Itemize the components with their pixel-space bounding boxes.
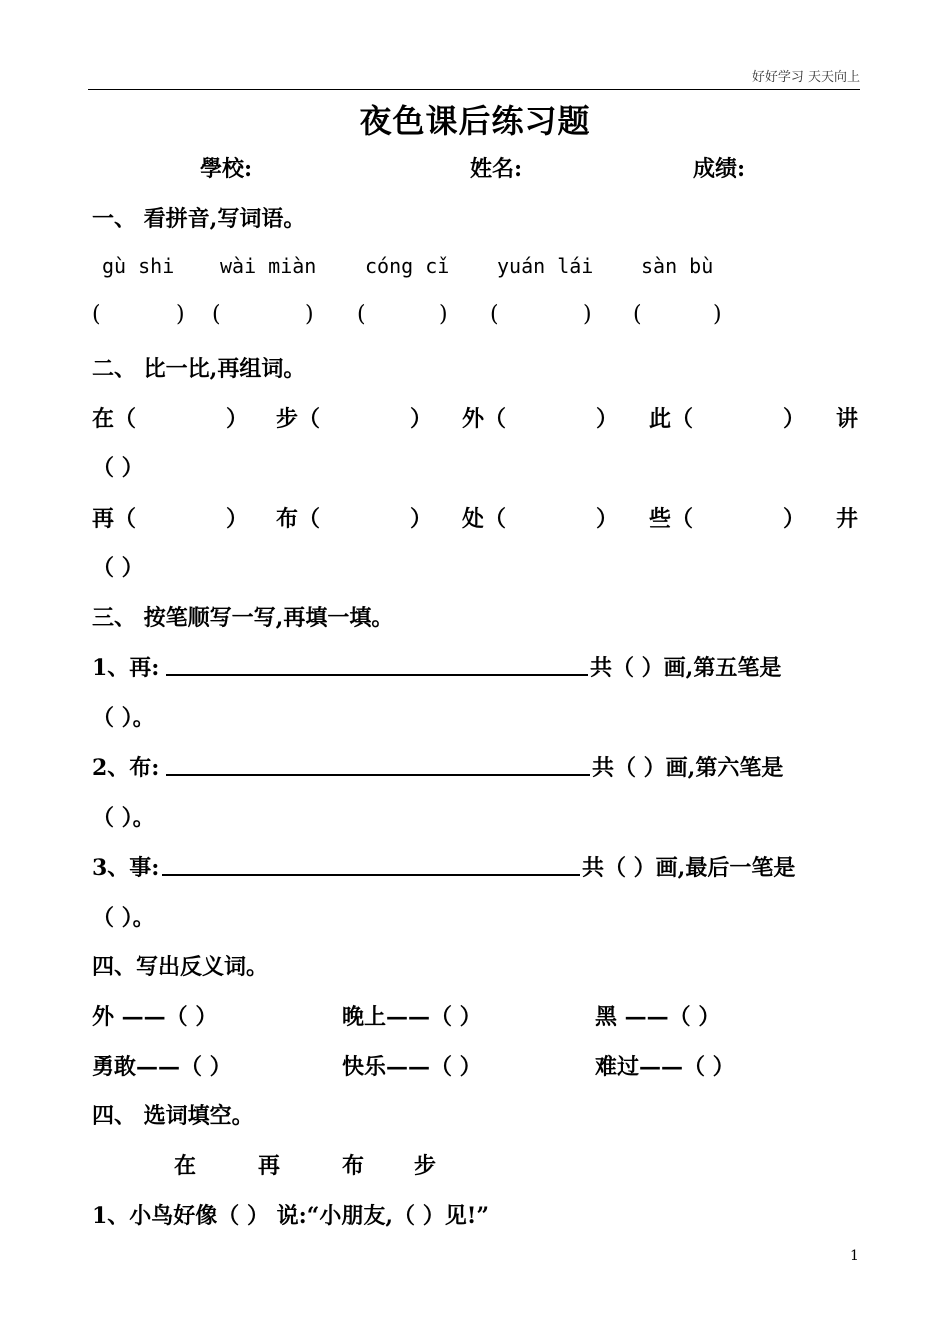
blank-4-close: ) — [583, 302, 592, 327]
blank-1-close: ) — [176, 302, 185, 327]
compare-wrap: （ ） — [92, 555, 144, 581]
word-choice: 布 — [342, 1153, 365, 1179]
header-divider — [88, 89, 860, 90]
stroke-answer: （ ）。 — [92, 805, 155, 831]
stroke-question: 共（ ）画,第六笔是 — [592, 755, 784, 781]
compare-close: ） — [226, 506, 249, 532]
pinyin-2: wài miàn — [220, 254, 317, 278]
blank-1-open: ( — [92, 302, 101, 327]
antonym-item: 外 ——（ ） — [92, 1004, 218, 1030]
compare-char: 此（ — [649, 406, 694, 432]
blank-5-open: ( — [633, 302, 642, 327]
section3-heading: 三、 按笔顺写一写,再填一填。 — [92, 605, 394, 631]
stroke-answer: （ ）。 — [92, 705, 155, 731]
stroke-answer: （ ）。 — [92, 905, 155, 931]
word-choice: 在 — [174, 1153, 197, 1179]
score-label: 成绩: — [693, 156, 746, 182]
blank-3-close: ) — [439, 302, 448, 327]
word-choice: 步 — [414, 1153, 437, 1179]
pinyin-1: gù shi — [102, 254, 175, 278]
compare-close: ） — [410, 406, 433, 432]
pinyin-4: yuán lái — [497, 254, 594, 278]
blank-4-open: ( — [490, 302, 499, 327]
stroke-question: 共（ ）画,最后一笔是 — [582, 855, 796, 881]
compare-char: 处（ — [462, 506, 507, 532]
stroke-label: 1、再: — [92, 655, 160, 681]
compare-char: 些（ — [649, 506, 694, 532]
compare-wrap: （ ） — [92, 455, 144, 481]
name-label: 姓名: — [470, 156, 523, 182]
antonym-item: 难过——（ ） — [595, 1054, 735, 1080]
stroke-write-line — [166, 674, 588, 676]
stroke-write-line — [166, 774, 590, 776]
compare-char: 布（ — [276, 506, 321, 532]
blank-2-open: ( — [212, 302, 221, 327]
pinyin-5: sàn bù — [641, 254, 714, 278]
antonym-item: 晚上——（ ） — [342, 1004, 482, 1030]
section5-heading: 四、 选词填空。 — [92, 1103, 254, 1129]
fill-question: 1、小鸟好像（ ） 说:“小朋友,（ ）见!” — [92, 1203, 490, 1229]
section4-heading: 四、写出反义词。 — [92, 954, 269, 980]
compare-char: 步（ — [276, 406, 321, 432]
compare-close: ） — [596, 406, 619, 432]
compare-char: 在（ — [92, 406, 137, 432]
school-label: 學校: — [200, 156, 253, 182]
blank-5-close: ) — [713, 302, 722, 327]
stroke-label: 3、事: — [92, 855, 160, 881]
page-number: 1 — [850, 1248, 859, 1264]
pinyin-3: cóng cǐ — [365, 254, 450, 278]
blank-2-close: ) — [305, 302, 314, 327]
stroke-write-line — [162, 874, 580, 876]
compare-char: 外（ — [462, 406, 507, 432]
compare-char: 井 — [836, 506, 859, 532]
compare-char: 再（ — [92, 506, 137, 532]
antonym-item: 快乐——（ ） — [342, 1054, 482, 1080]
compare-close: ） — [410, 506, 433, 532]
compare-close: ） — [783, 506, 806, 532]
blank-3-open: ( — [357, 302, 366, 327]
section2-heading: 二、 比一比,再组词。 — [92, 356, 306, 382]
antonym-item: 黑 ——（ ） — [595, 1004, 721, 1030]
compare-close: ） — [783, 406, 806, 432]
section1-heading: 一、 看拼音,写词语。 — [92, 206, 306, 232]
word-choice: 再 — [258, 1153, 281, 1179]
stroke-label: 2、布: — [92, 755, 160, 781]
antonym-item: 勇敢——（ ） — [92, 1054, 232, 1080]
compare-char: 讲 — [836, 406, 859, 432]
compare-close: ） — [226, 406, 249, 432]
header-motto: 好好学习 天天向上 — [751, 70, 860, 85]
stroke-question: 共（ ）画,第五笔是 — [590, 655, 782, 681]
compare-close: ） — [596, 506, 619, 532]
page-title: 夜色课后练习题 — [359, 102, 591, 140]
